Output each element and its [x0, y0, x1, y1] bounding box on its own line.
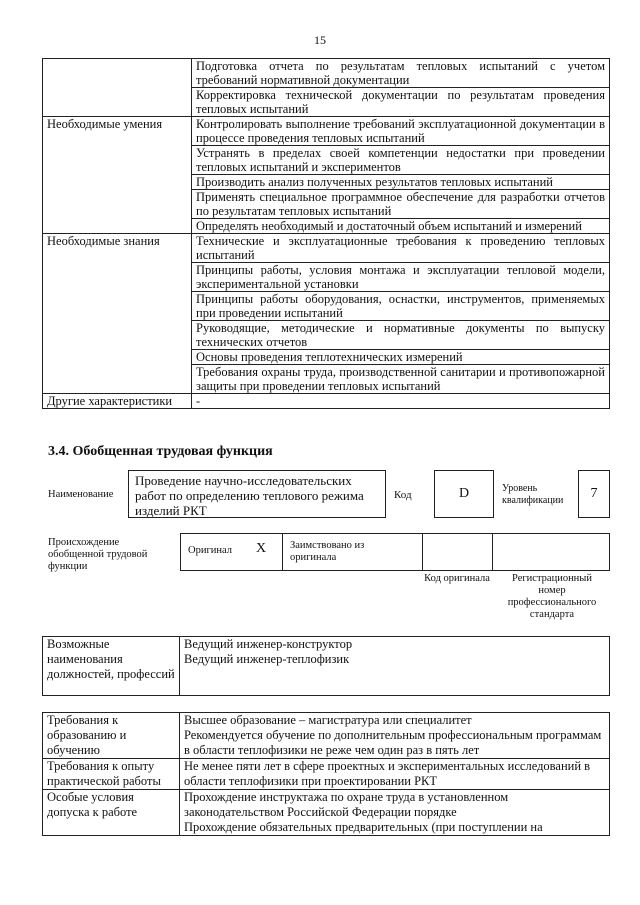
req-line: Не менее пяти лет в сфере проектных и экспериментальных исследований в области теплофизики при проектировании РКТ [184, 759, 591, 788]
req-line: Прохождение обязательных предварительных (при поступлении на [184, 820, 543, 834]
table-row [43, 59, 610, 88]
row-category: Необходимые умения [43, 117, 192, 234]
page-number: 15 [314, 33, 326, 47]
code-value: D [458, 486, 470, 501]
row-description: - [192, 394, 610, 409]
code-box [434, 470, 494, 518]
skills-knowledge-table [42, 58, 610, 409]
req-label: Особые условия допуска к работе [43, 790, 180, 836]
positions-label: Возможные наименования должностей, профессий [43, 637, 180, 696]
row-description: Руководящие, методические и нормативные документы по выпуску технических отчетов [192, 321, 610, 350]
requirements-table [42, 712, 610, 836]
name-label: Наименование [48, 489, 114, 500]
position-item: Ведущий инженер-конструктор [184, 637, 353, 651]
row-description: Устранять в пределах своей компетенции недостатки при проведении тепловых испытаний и экспериментов [192, 146, 610, 175]
req-value [180, 713, 610, 759]
borrowed-label: Заимствовано из оригинала [290, 540, 365, 563]
row-description: Корректировка технической документации по результатам проведения тепловых испытаний [192, 88, 610, 117]
position-item: Ведущий инженер-теплофизик [184, 652, 350, 666]
original-label: Оригинал [188, 545, 232, 556]
row-description: Применять специальное программное обеспечение для разработки отчетов по результатам тепловых испытаний [192, 190, 610, 219]
row-category [43, 59, 192, 117]
row-description: Определять необходимый и достаточный объем испытаний и измерений [192, 219, 610, 234]
row-description: Принципы работы оборудования, оснастки, инструментов, применяемых при проведении испытаний [192, 292, 610, 321]
row-description: Производить анализ полученных результатов тепловых испытаний [192, 175, 610, 190]
req-line: Высшее образование – магистратура или специалитет [184, 713, 472, 727]
row-description: Технические и эксплуатационные требования к проведению тепловых испытаний [192, 234, 610, 263]
req-value [180, 759, 610, 790]
req-label: Требования к образованию и обучению [43, 713, 180, 759]
row-description: Основы проведения теплотехнических измерений [192, 350, 610, 365]
reg-number-caption: Регистрационный номер профессионального стандарта [507, 573, 597, 620]
level-value: 7 [590, 486, 598, 501]
row-description: Подготовка отчета по результатам тепловых испытаний с учетом требований нормативной документации [192, 59, 610, 88]
origin-label: Происхождение обобщенной трудовой функции [48, 537, 148, 572]
row-category: Другие характеристики [43, 394, 192, 409]
original-mark: X [256, 541, 267, 556]
req-line: Прохождение инструктажа по охране труда в установленном законодательством Российской Федерации порядке [184, 790, 509, 819]
table-row [43, 117, 610, 146]
row-category: Необходимые знания [43, 234, 192, 394]
req-value [180, 790, 610, 836]
level-label: Уровень квалификации [502, 483, 564, 506]
table-row [43, 394, 610, 409]
table-row [43, 234, 610, 263]
code-label: Код [394, 489, 412, 501]
function-name-box [128, 470, 386, 518]
level-box [578, 470, 610, 518]
code-original-caption: Код оригинала [424, 573, 490, 584]
positions-values [180, 637, 610, 696]
row-description: Контролировать выполнение требований эксплуатационной документации в процессе проведения тепловых испытаний [192, 117, 610, 146]
row-description: Требования охраны труда, производственной санитарии и противопожарной защиты при проведении тепловых испытаний [192, 365, 610, 394]
positions-table [42, 636, 610, 696]
section-title: 3.4. Обобщенная трудовая функция [48, 444, 273, 459]
req-label: Требования к опыту практической работы [43, 759, 180, 790]
row-description: Принципы работы, условия монтажа и эксплуатации тепловой модели, экспериментальной установки [192, 263, 610, 292]
req-line: Рекомендуется обучение по дополнительным профессиональным программам в области теплофизики не реже чем один раз в пять лет [184, 728, 602, 757]
function-name-value: Проведение научно-исследовательских работ по определению теплового режима изделий РКТ [135, 473, 364, 518]
